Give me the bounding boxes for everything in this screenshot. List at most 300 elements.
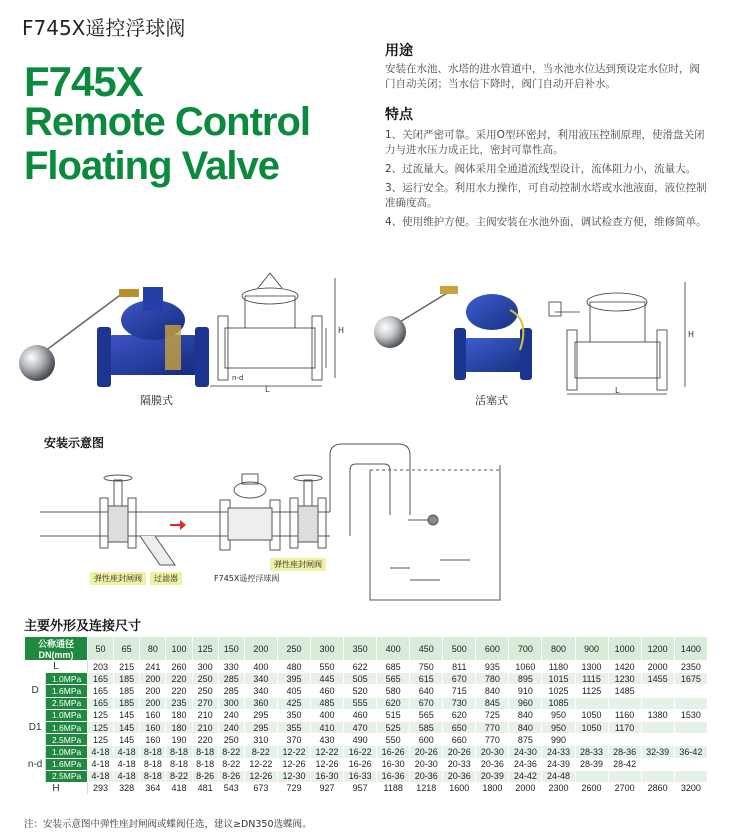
value-cell: 355	[277, 721, 310, 733]
value-cell: 1380	[641, 709, 674, 721]
value-cell: 1180	[542, 661, 575, 673]
value-cell: 12-22	[311, 746, 344, 758]
value-cell	[641, 697, 674, 709]
value-cell: 235	[166, 697, 192, 709]
value-cell: 600	[410, 734, 443, 746]
install-label-float-valve: F745X遥控浮球阀	[214, 574, 280, 583]
value-cell: 165	[87, 685, 113, 697]
value-cell: 12-22	[244, 758, 277, 770]
value-cell: 4-18	[87, 770, 113, 782]
value-cell: 615	[410, 673, 443, 685]
value-cell: 1530	[674, 709, 707, 721]
value-cell: 2350	[674, 661, 707, 673]
value-cell: 1230	[608, 673, 641, 685]
features-heading: 特点	[385, 107, 413, 123]
value-cell: 670	[443, 673, 476, 685]
value-cell: 20-39	[476, 770, 509, 782]
dim-l: L	[265, 385, 270, 393]
value-cell: 160	[140, 734, 166, 746]
value-cell: 295	[244, 709, 277, 721]
value-cell: 1675	[674, 673, 707, 685]
title-line-2: Remote Control	[24, 100, 310, 144]
value-cell	[641, 734, 674, 746]
dn-cell: 1400	[674, 637, 707, 661]
value-cell: 750	[410, 661, 443, 673]
dn-cell: 350	[344, 637, 377, 661]
value-cell: 24-36	[509, 758, 542, 770]
value-cell: 1600	[443, 782, 476, 794]
dn-cell: 150	[218, 637, 244, 661]
value-cell: 20-33	[443, 758, 476, 770]
row-group-label: D	[25, 673, 46, 710]
title-line-3: Floating Valve	[24, 144, 279, 188]
value-cell: 8-22	[166, 770, 192, 782]
value-cell: 8-26	[218, 770, 244, 782]
value-cell: 145	[114, 734, 140, 746]
value-cell: 960	[509, 697, 542, 709]
row-pressure-label: 1.6MPa	[46, 721, 88, 733]
table-row	[25, 770, 708, 782]
value-cell	[641, 685, 674, 697]
row-group-label: n-d	[25, 746, 46, 783]
value-cell: 1485	[608, 685, 641, 697]
value-cell: 1085	[542, 697, 575, 709]
value-cell: 200	[140, 697, 166, 709]
value-cell: 12-30	[277, 770, 310, 782]
value-cell: 28-33	[575, 746, 608, 758]
value-cell: 185	[114, 673, 140, 685]
usage-text: 安装在水池、水塔的进水管道中，当水池水位达到预设定水位时，阀门自动关闭；当水信下降时，阀门自动开启补水。	[385, 63, 700, 90]
value-cell	[575, 770, 608, 782]
value-cell: 4-18	[114, 746, 140, 758]
value-cell: 840	[476, 685, 509, 697]
piston-valve-photo	[370, 270, 540, 390]
value-cell: 4-18	[114, 758, 140, 770]
feature-item: 1、关闭严密可靠。采用O型环密封，利用液压控制原理，使滑盘关闭力与进水压力成正比，密封可靠性高。	[385, 129, 705, 156]
value-cell: 640	[410, 685, 443, 697]
value-cell: 16-26	[377, 746, 410, 758]
value-cell	[674, 770, 707, 782]
value-cell: 505	[344, 673, 377, 685]
diaphragm-caption: 隔膜式	[140, 394, 173, 407]
value-cell: 875	[509, 734, 542, 746]
value-cell: 1800	[476, 782, 509, 794]
value-cell: 8-18	[166, 746, 192, 758]
value-cell: 165	[87, 673, 113, 685]
value-cell: 20-30	[476, 746, 509, 758]
usage-heading: 用途	[385, 43, 413, 59]
value-cell: 20-36	[443, 770, 476, 782]
value-cell	[608, 770, 641, 782]
value-cell: 28-39	[575, 758, 608, 770]
value-cell: 811	[443, 661, 476, 673]
row-label: L	[25, 661, 88, 673]
value-cell: 180	[166, 721, 192, 733]
table-row	[25, 697, 708, 709]
table-row	[25, 782, 708, 794]
value-cell: 1060	[509, 661, 542, 673]
value-cell: 220	[192, 734, 218, 746]
value-cell: 270	[192, 697, 218, 709]
value-cell: 1188	[377, 782, 410, 794]
value-cell: 520	[344, 685, 377, 697]
value-cell: 730	[443, 697, 476, 709]
value-cell: 20-36	[476, 758, 509, 770]
value-cell: 32-39	[641, 746, 674, 758]
value-cell: 525	[377, 721, 410, 733]
value-cell: 770	[476, 734, 509, 746]
value-cell: 220	[166, 685, 192, 697]
value-cell: 8-18	[140, 746, 166, 758]
value-cell: 425	[277, 697, 310, 709]
value-cell: 12-26	[277, 758, 310, 770]
table-title: 主要外形及连接尺寸	[24, 619, 142, 634]
value-cell: 36-42	[674, 746, 707, 758]
small-title: F745X遥控浮球阀	[22, 16, 186, 40]
value-cell	[674, 758, 707, 770]
value-cell: 460	[311, 685, 344, 697]
value-cell: 190	[166, 734, 192, 746]
dn-cell: 700	[509, 637, 542, 661]
diaphragm-valve-drawing	[210, 268, 350, 393]
value-cell: 430	[311, 734, 344, 746]
value-cell: 1170	[608, 721, 641, 733]
dim-l-2: L	[615, 386, 620, 395]
value-cell: 125	[87, 709, 113, 721]
table-row	[25, 758, 708, 770]
value-cell: 410	[311, 721, 344, 733]
value-cell: 28-42	[608, 758, 641, 770]
table-header-row	[25, 637, 708, 661]
value-cell: 715	[443, 685, 476, 697]
value-cell: 1115	[575, 673, 608, 685]
value-cell: 28-36	[608, 746, 641, 758]
table-row	[25, 721, 708, 733]
value-cell: 4-18	[114, 770, 140, 782]
install-label-filter: 过滤器	[150, 572, 182, 585]
install-label-gate-valve-2: 弹性座封闸阀	[270, 558, 326, 571]
value-cell: 300	[192, 661, 218, 673]
title-model: F745X	[24, 58, 143, 105]
value-cell: 24-30	[509, 746, 542, 758]
value-cell: 2300	[542, 782, 575, 794]
value-cell: 485	[311, 697, 344, 709]
dim-h-2: H	[688, 330, 695, 339]
value-cell	[575, 697, 608, 709]
feature-item: 2、过流量大。阀体采用全通道流线型设计，流体阻力小，流量大。	[385, 163, 697, 175]
value-cell: 200	[140, 685, 166, 697]
value-cell: 780	[476, 673, 509, 685]
piston-valve-drawing	[545, 272, 705, 397]
value-cell: 340	[244, 673, 277, 685]
value-cell: 910	[509, 685, 542, 697]
value-cell: 185	[114, 685, 140, 697]
value-cell: 8-18	[166, 758, 192, 770]
value-cell: 650	[443, 721, 476, 733]
value-cell: 2000	[509, 782, 542, 794]
table-row	[25, 661, 708, 673]
value-cell: 180	[166, 709, 192, 721]
value-cell	[641, 721, 674, 733]
value-cell: 2600	[575, 782, 608, 794]
value-cell: 250	[192, 685, 218, 697]
value-cell: 8-22	[218, 758, 244, 770]
value-cell: 145	[114, 709, 140, 721]
value-cell: 460	[344, 709, 377, 721]
value-cell: 770	[476, 721, 509, 733]
install-heading: 安装示意图	[44, 436, 105, 450]
dn-cell: 600	[476, 637, 509, 661]
row-pressure-label: 2.5MPa	[46, 697, 88, 709]
header-top: 公称通径	[37, 639, 74, 649]
value-cell	[608, 734, 641, 746]
value-cell: 24-48	[542, 770, 575, 782]
value-cell	[641, 758, 674, 770]
value-cell: 1455	[641, 673, 674, 685]
value-cell: 340	[244, 685, 277, 697]
value-cell: 565	[410, 709, 443, 721]
value-cell: 395	[277, 673, 310, 685]
value-cell: 555	[344, 697, 377, 709]
value-cell: 165	[87, 697, 113, 709]
value-cell: 490	[344, 734, 377, 746]
table-row	[25, 685, 708, 697]
dn-cell: 400	[377, 637, 410, 661]
value-cell: 16-33	[344, 770, 377, 782]
dn-cell: 100	[166, 637, 192, 661]
value-cell: 330	[218, 661, 244, 673]
value-cell: 660	[443, 734, 476, 746]
value-cell: 1050	[575, 721, 608, 733]
dn-cell: 450	[410, 637, 443, 661]
value-cell: 4-18	[87, 758, 113, 770]
table-row	[25, 746, 708, 758]
value-cell: 8-18	[192, 758, 218, 770]
value-cell: 3200	[674, 782, 707, 794]
feature-item: 4、使用维护方便。主阀安装在水池外面，调试检查方便，维修简单。	[385, 216, 707, 228]
table-note: 注：安装示意图中弹性座封闸阀或蝶阀任选，建议≥DN350选蝶阀。	[24, 819, 312, 830]
row-pressure-label: 2.5MPa	[46, 734, 88, 746]
value-cell: 620	[443, 709, 476, 721]
row-group-label: D1	[25, 709, 46, 746]
features-list	[385, 128, 710, 234]
value-cell: 12-22	[277, 746, 310, 758]
value-cell: 550	[311, 661, 344, 673]
value-cell: 990	[542, 734, 575, 746]
value-cell: 20-26	[443, 746, 476, 758]
value-cell: 210	[192, 709, 218, 721]
value-cell: 285	[218, 673, 244, 685]
value-cell: 8-26	[192, 770, 218, 782]
value-cell: 240	[218, 721, 244, 733]
value-cell: 2000	[641, 661, 674, 673]
dn-cell: 65	[114, 637, 140, 661]
value-cell: 927	[311, 782, 344, 794]
value-cell: 16-30	[377, 758, 410, 770]
value-cell: 418	[166, 782, 192, 794]
value-cell: 285	[218, 685, 244, 697]
header-bottom: DN(mm)	[38, 650, 74, 660]
dn-cell: 80	[140, 637, 166, 661]
value-cell	[674, 685, 707, 697]
value-cell: 220	[166, 673, 192, 685]
value-cell: 20-36	[410, 770, 443, 782]
value-cell: 2700	[608, 782, 641, 794]
value-cell: 20-30	[410, 758, 443, 770]
value-cell: 125	[87, 734, 113, 746]
value-cell: 4-18	[87, 746, 113, 758]
value-cell: 515	[377, 709, 410, 721]
value-cell: 241	[140, 661, 166, 673]
value-cell: 1125	[575, 685, 608, 697]
value-cell: 845	[476, 697, 509, 709]
value-cell: 160	[140, 721, 166, 733]
value-cell: 12-26	[244, 770, 277, 782]
value-cell: 24-39	[542, 758, 575, 770]
value-cell: 957	[344, 782, 377, 794]
table-row	[25, 734, 708, 746]
value-cell: 725	[476, 709, 509, 721]
value-cell: 350	[277, 709, 310, 721]
value-cell: 295	[244, 721, 277, 733]
value-cell: 210	[192, 721, 218, 733]
value-cell: 125	[87, 721, 113, 733]
value-cell: 24-42	[509, 770, 542, 782]
value-cell: 203	[87, 661, 113, 673]
value-cell: 622	[344, 661, 377, 673]
value-cell: 950	[542, 709, 575, 721]
value-cell: 364	[140, 782, 166, 794]
value-cell: 550	[377, 734, 410, 746]
value-cell: 16-30	[311, 770, 344, 782]
row-pressure-label: 1.0MPa	[46, 709, 88, 721]
value-cell: 585	[410, 721, 443, 733]
value-cell: 2860	[641, 782, 674, 794]
value-cell	[674, 734, 707, 746]
value-cell: 16-22	[344, 746, 377, 758]
value-cell: 260	[166, 661, 192, 673]
spec-table	[24, 636, 708, 795]
value-cell: 300	[218, 697, 244, 709]
value-cell: 565	[377, 673, 410, 685]
value-cell	[575, 734, 608, 746]
value-cell: 250	[192, 673, 218, 685]
value-cell: 543	[218, 782, 244, 794]
diaphragm-valve-photo	[15, 265, 215, 400]
value-cell: 16-26	[344, 758, 377, 770]
value-cell: 360	[244, 697, 277, 709]
value-cell: 840	[509, 721, 542, 733]
value-cell: 1300	[575, 661, 608, 673]
value-cell: 8-18	[192, 746, 218, 758]
value-cell: 481	[192, 782, 218, 794]
value-cell: 670	[410, 697, 443, 709]
value-cell: 24-33	[542, 746, 575, 758]
value-cell: 685	[377, 661, 410, 673]
value-cell: 250	[218, 734, 244, 746]
dn-cell: 1000	[608, 637, 641, 661]
dn-cell: 200	[244, 637, 277, 661]
value-cell: 580	[377, 685, 410, 697]
value-cell: 1420	[608, 661, 641, 673]
value-cell: 370	[277, 734, 310, 746]
value-cell: 8-18	[140, 770, 166, 782]
dn-cell: 125	[192, 637, 218, 661]
value-cell: 950	[542, 721, 575, 733]
dn-cell: 50	[87, 637, 113, 661]
value-cell: 673	[244, 782, 277, 794]
value-cell: 328	[114, 782, 140, 794]
table-row	[25, 709, 708, 721]
value-cell: 400	[311, 709, 344, 721]
value-cell: 1218	[410, 782, 443, 794]
value-cell: 8-22	[244, 746, 277, 758]
value-cell: 1050	[575, 709, 608, 721]
value-cell: 240	[218, 709, 244, 721]
row-pressure-label: 1.0MPa	[46, 746, 88, 758]
value-cell: 470	[344, 721, 377, 733]
table-row	[25, 673, 708, 685]
value-cell: 729	[277, 782, 310, 794]
piston-caption: 活塞式	[475, 394, 508, 407]
value-cell: 293	[87, 782, 113, 794]
value-cell: 400	[244, 661, 277, 673]
value-cell: 20-26	[410, 746, 443, 758]
value-cell: 145	[114, 721, 140, 733]
value-cell: 16-36	[377, 770, 410, 782]
dn-cell: 500	[443, 637, 476, 661]
header-cell-dn	[25, 637, 88, 661]
dn-cell: 250	[277, 637, 310, 661]
value-cell: 1160	[608, 709, 641, 721]
value-cell: 1025	[542, 685, 575, 697]
value-cell: 480	[277, 661, 310, 673]
dim-nd: n-d	[232, 374, 244, 382]
row-label: H	[25, 782, 88, 794]
value-cell: 160	[140, 709, 166, 721]
install-label-gate-valve-1: 弹性座封闸阀	[90, 572, 146, 585]
value-cell: 8-18	[140, 758, 166, 770]
value-cell	[608, 697, 641, 709]
dn-cell: 900	[575, 637, 608, 661]
row-pressure-label: 1.0MPa	[46, 673, 88, 685]
value-cell: 445	[311, 673, 344, 685]
value-cell: 895	[509, 673, 542, 685]
value-cell: 200	[140, 673, 166, 685]
value-cell	[641, 770, 674, 782]
dn-cell: 800	[542, 637, 575, 661]
value-cell: 1015	[542, 673, 575, 685]
dn-cell: 300	[311, 637, 344, 661]
value-cell: 620	[377, 697, 410, 709]
dim-h: H	[338, 326, 345, 335]
value-cell	[674, 721, 707, 733]
value-cell: 215	[114, 661, 140, 673]
row-pressure-label: 2.5MPa	[46, 770, 88, 782]
value-cell: 935	[476, 661, 509, 673]
dn-cell: 1200	[641, 637, 674, 661]
row-pressure-label: 1.6MPa	[46, 758, 88, 770]
value-cell: 405	[277, 685, 310, 697]
value-cell: 8-22	[218, 746, 244, 758]
value-cell	[674, 697, 707, 709]
value-cell: 185	[114, 697, 140, 709]
value-cell: 840	[509, 709, 542, 721]
value-cell: 12-26	[311, 758, 344, 770]
value-cell: 310	[244, 734, 277, 746]
feature-item: 3、运行安全。利用水力操作，可自动控制水塔或水池液面，液位控制准确度高。	[385, 182, 707, 209]
row-pressure-label: 1.6MPa	[46, 685, 88, 697]
